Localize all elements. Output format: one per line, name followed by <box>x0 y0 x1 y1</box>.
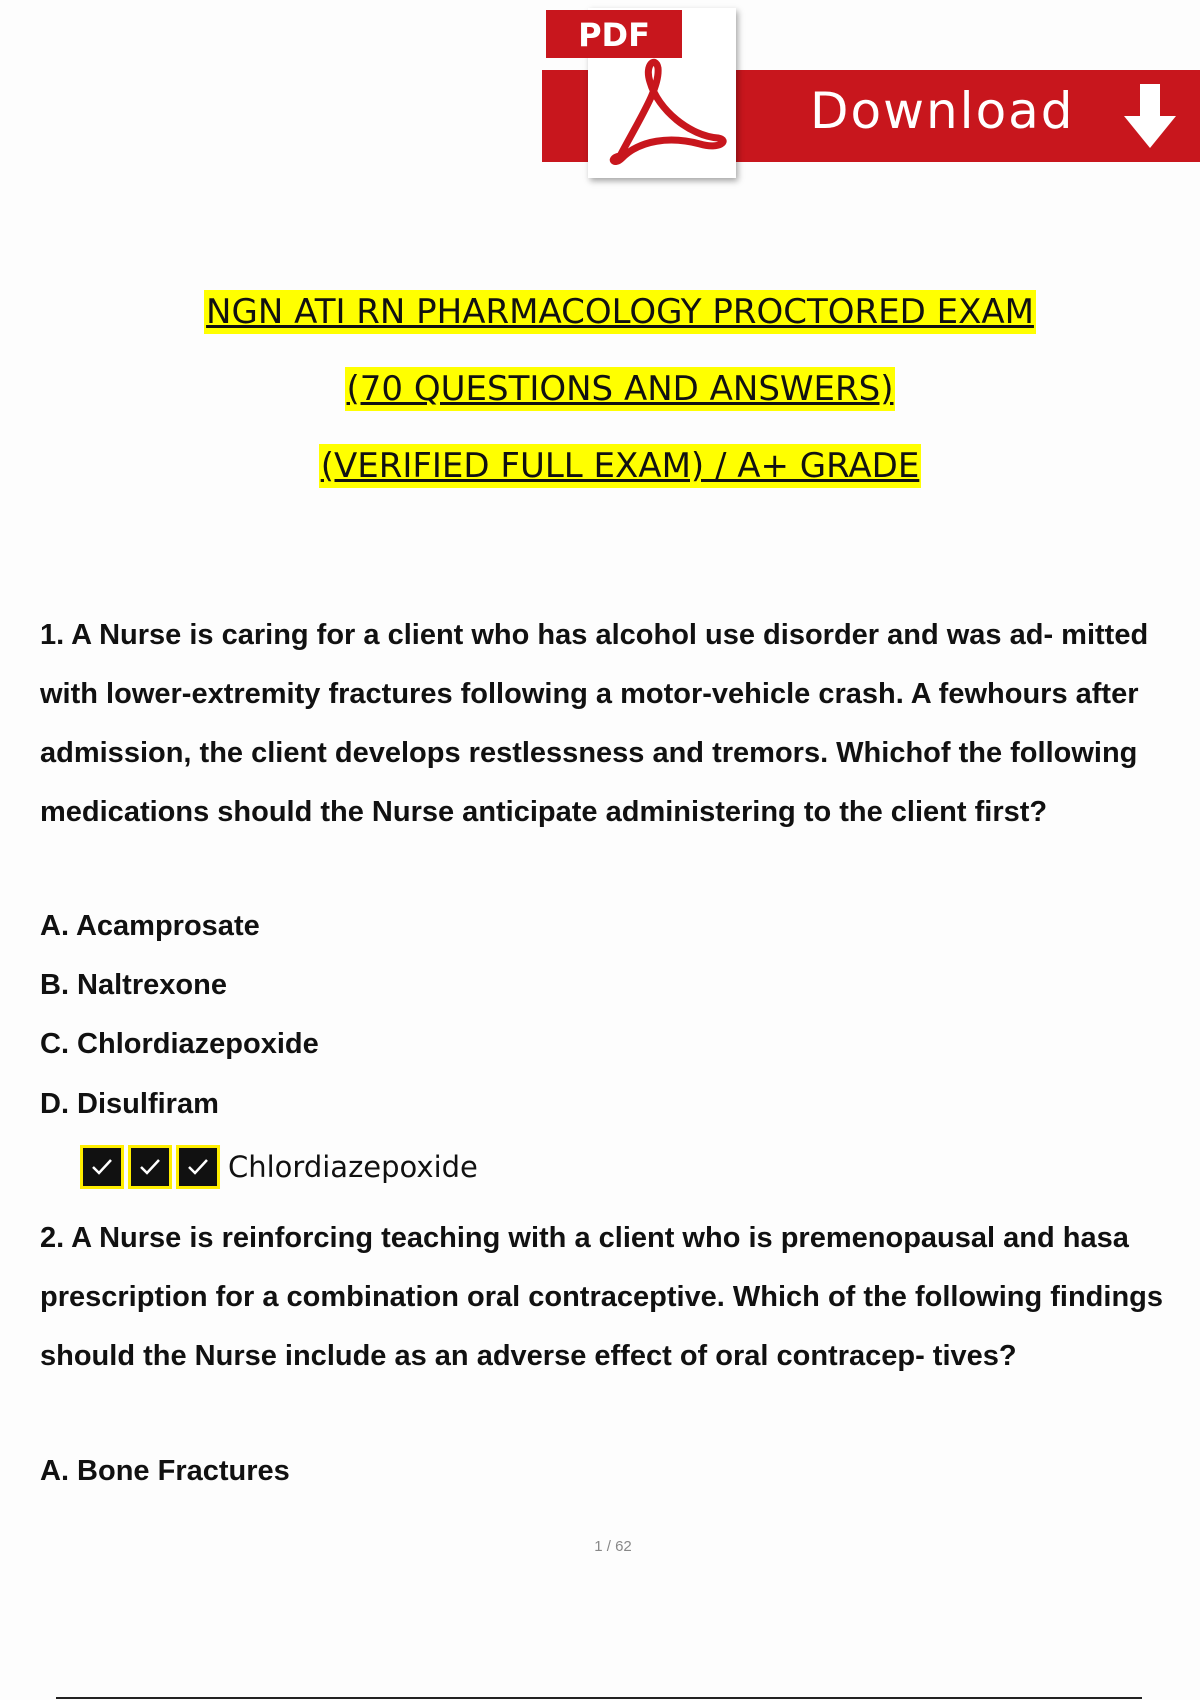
page-number: 1 / 62 <box>594 1538 632 1555</box>
question-1-option-d: D. Disulfiram <box>40 1088 219 1120</box>
check-icon <box>176 1145 220 1189</box>
answer-text: Chlordiazepoxide <box>228 1150 478 1184</box>
question-2-text: 2. A Nurse is reinforcing teaching with a client who is premenopausal and hasa prescription for a combination oral contraceptive. Which of the following findings should the Nurse include as an adverse effect of oral contracep- tives? <box>40 1222 1163 1372</box>
check-icon <box>80 1145 124 1189</box>
download-button-label[interactable]: Download <box>810 82 1075 140</box>
question-1-text: 1. A Nurse is caring for a client who has alcohol use disorder and was ad- mitted with lower-extremity fractures following a motor-vehicle crash. A fewhours after admission, the client develops restlessness and tremors. Whichof the following medications should the Nurse anticipate administering to the client first? <box>40 619 1149 828</box>
title-line-3: (VERIFIED FULL EXAM) / A+ GRADE <box>320 446 920 486</box>
question-2-option-a: A. Bone Fractures <box>40 1455 290 1487</box>
pdf-label: PDF <box>546 10 682 58</box>
question-1-option-a: A. Acamprosate <box>40 910 260 942</box>
acrobat-icon <box>600 58 728 168</box>
title-line-1: NGN ATI RN PHARMACOLOGY PROCTORED EXAM <box>206 292 1034 332</box>
divider <box>56 1697 1142 1699</box>
download-arrow-icon[interactable] <box>1120 82 1180 152</box>
question-1-option-b: B. Naltrexone <box>40 969 227 1001</box>
check-icon <box>128 1145 172 1189</box>
question-1-option-c: C. Chlordiazepoxide <box>40 1028 319 1060</box>
title-line-2: (70 QUESTIONS AND ANSWERS) <box>346 369 894 409</box>
question-1-answer <box>80 1145 478 1189</box>
